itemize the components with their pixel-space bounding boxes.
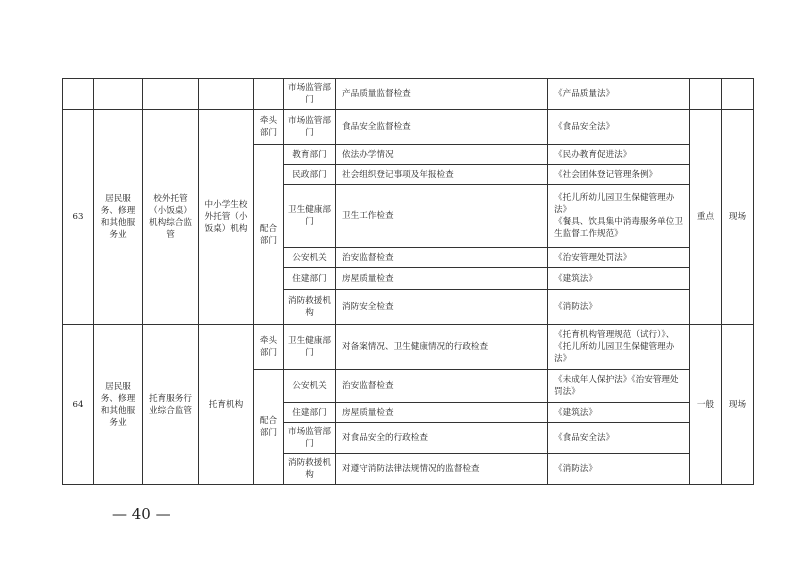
role-cell-coop: 配合部门 <box>254 370 284 485</box>
role-cell-coop: 配合部门 <box>254 145 284 325</box>
dept-cell: 卫生健康部门 <box>284 325 336 370</box>
law-cell: 《食品安全法》 <box>548 110 690 145</box>
role-cell-lead: 牵头部门 <box>254 110 284 145</box>
law-cell <box>548 185 690 248</box>
dept-cell: 民政部门 <box>284 165 336 185</box>
law-line: 《托育机构管理规范（试行）》、 <box>554 330 675 340</box>
table-row <box>63 110 754 145</box>
law-cell: 《社会团体登记管理条例》 <box>548 165 690 185</box>
law-cell <box>548 325 690 370</box>
cell-empty <box>690 79 722 110</box>
entry-number: 63 <box>63 110 94 325</box>
level-cell: 一般 <box>690 325 722 485</box>
inspection-item-cell: 食品安全监督检查 <box>336 110 548 145</box>
law-cell: 《食品安全法》 <box>548 423 690 454</box>
inspection-item-cell: 对遵守消防法律法规情况的监督检查 <box>336 454 548 485</box>
cell-empty <box>254 79 284 110</box>
dept-cell: 住建部门 <box>284 268 336 290</box>
inspection-item-cell: 房屋质量检查 <box>336 403 548 423</box>
inspection-item-cell: 消防安全检查 <box>336 290 548 325</box>
dept-cell: 卫生健康部门 <box>284 185 336 248</box>
law-cell: 《消防法》 <box>548 290 690 325</box>
inspection-item-cell: 依法办学情况 <box>336 145 548 165</box>
subject-cell: 中小学生校外托管（小饭桌）机构 <box>199 110 254 325</box>
cell-empty <box>63 79 94 110</box>
cell-empty <box>199 79 254 110</box>
inspection-item-cell: 社会组织登记事项及年报检查 <box>336 165 548 185</box>
law-cell: 《未成年人保护法》《治安管理处罚法》 <box>548 370 690 403</box>
dept-cell: 住建部门 <box>284 403 336 423</box>
domain-cell: 校外托管（小饭桌）机构综合监管 <box>143 110 199 325</box>
dept-cell: 教育部门 <box>284 145 336 165</box>
table-row <box>63 79 754 110</box>
table-row <box>63 325 754 370</box>
law-cell: 《建筑法》 <box>548 268 690 290</box>
cell-empty <box>722 79 754 110</box>
subject-cell: 托育机构 <box>199 325 254 485</box>
law-line: 《托儿所幼儿园卫生保健管理办法》 <box>554 193 675 215</box>
dept-cell: 市场监管部门 <box>284 423 336 454</box>
level-cell: 重点 <box>690 110 722 325</box>
inspection-item-cell: 对备案情况、卫生健康情况的行政检查 <box>336 325 548 370</box>
dept-cell: 市场监管部门 <box>284 110 336 145</box>
dept-cell: 公安机关 <box>284 248 336 268</box>
cell-empty <box>94 79 143 110</box>
domain-cell: 托育服务行业综合监管 <box>143 325 199 485</box>
law-cell: 《民办教育促进法》 <box>548 145 690 165</box>
law-line: 《托儿所幼儿园卫生保健管理办法》 <box>554 342 675 364</box>
law-cell: 《治安管理处罚法》 <box>548 248 690 268</box>
page-number: — 40 — <box>112 505 171 523</box>
dept-cell: 消防救援机构 <box>284 454 336 485</box>
dept-cell: 公安机关 <box>284 370 336 403</box>
inspection-item-cell: 产品质量监督检查 <box>336 79 548 110</box>
law-line: 《餐具、饮具集中消毒服务单位卫生监督工作规范》 <box>554 217 683 239</box>
entry-number: 64 <box>63 325 94 485</box>
industry-cell: 居民服务、修理和其他服务业 <box>94 110 143 325</box>
inspection-table <box>62 78 754 485</box>
inspection-item-cell: 卫生工作检查 <box>336 185 548 248</box>
inspection-item-cell: 治安监督检查 <box>336 248 548 268</box>
industry-cell: 居民服务、修理和其他服务业 <box>94 325 143 485</box>
method-cell: 现场 <box>722 325 754 485</box>
inspection-item-cell: 房屋质量检查 <box>336 268 548 290</box>
cell-empty <box>143 79 199 110</box>
dept-cell: 消防救援机构 <box>284 290 336 325</box>
dept-cell: 市场监管部门 <box>284 79 336 110</box>
law-cell: 《建筑法》 <box>548 403 690 423</box>
law-cell: 《产品质量法》 <box>548 79 690 110</box>
role-cell-lead: 牵头部门 <box>254 325 284 370</box>
inspection-item-cell: 对食品安全的行政检查 <box>336 423 548 454</box>
method-cell: 现场 <box>722 110 754 325</box>
law-cell: 《消防法》 <box>548 454 690 485</box>
inspection-item-cell: 治安监督检查 <box>336 370 548 403</box>
